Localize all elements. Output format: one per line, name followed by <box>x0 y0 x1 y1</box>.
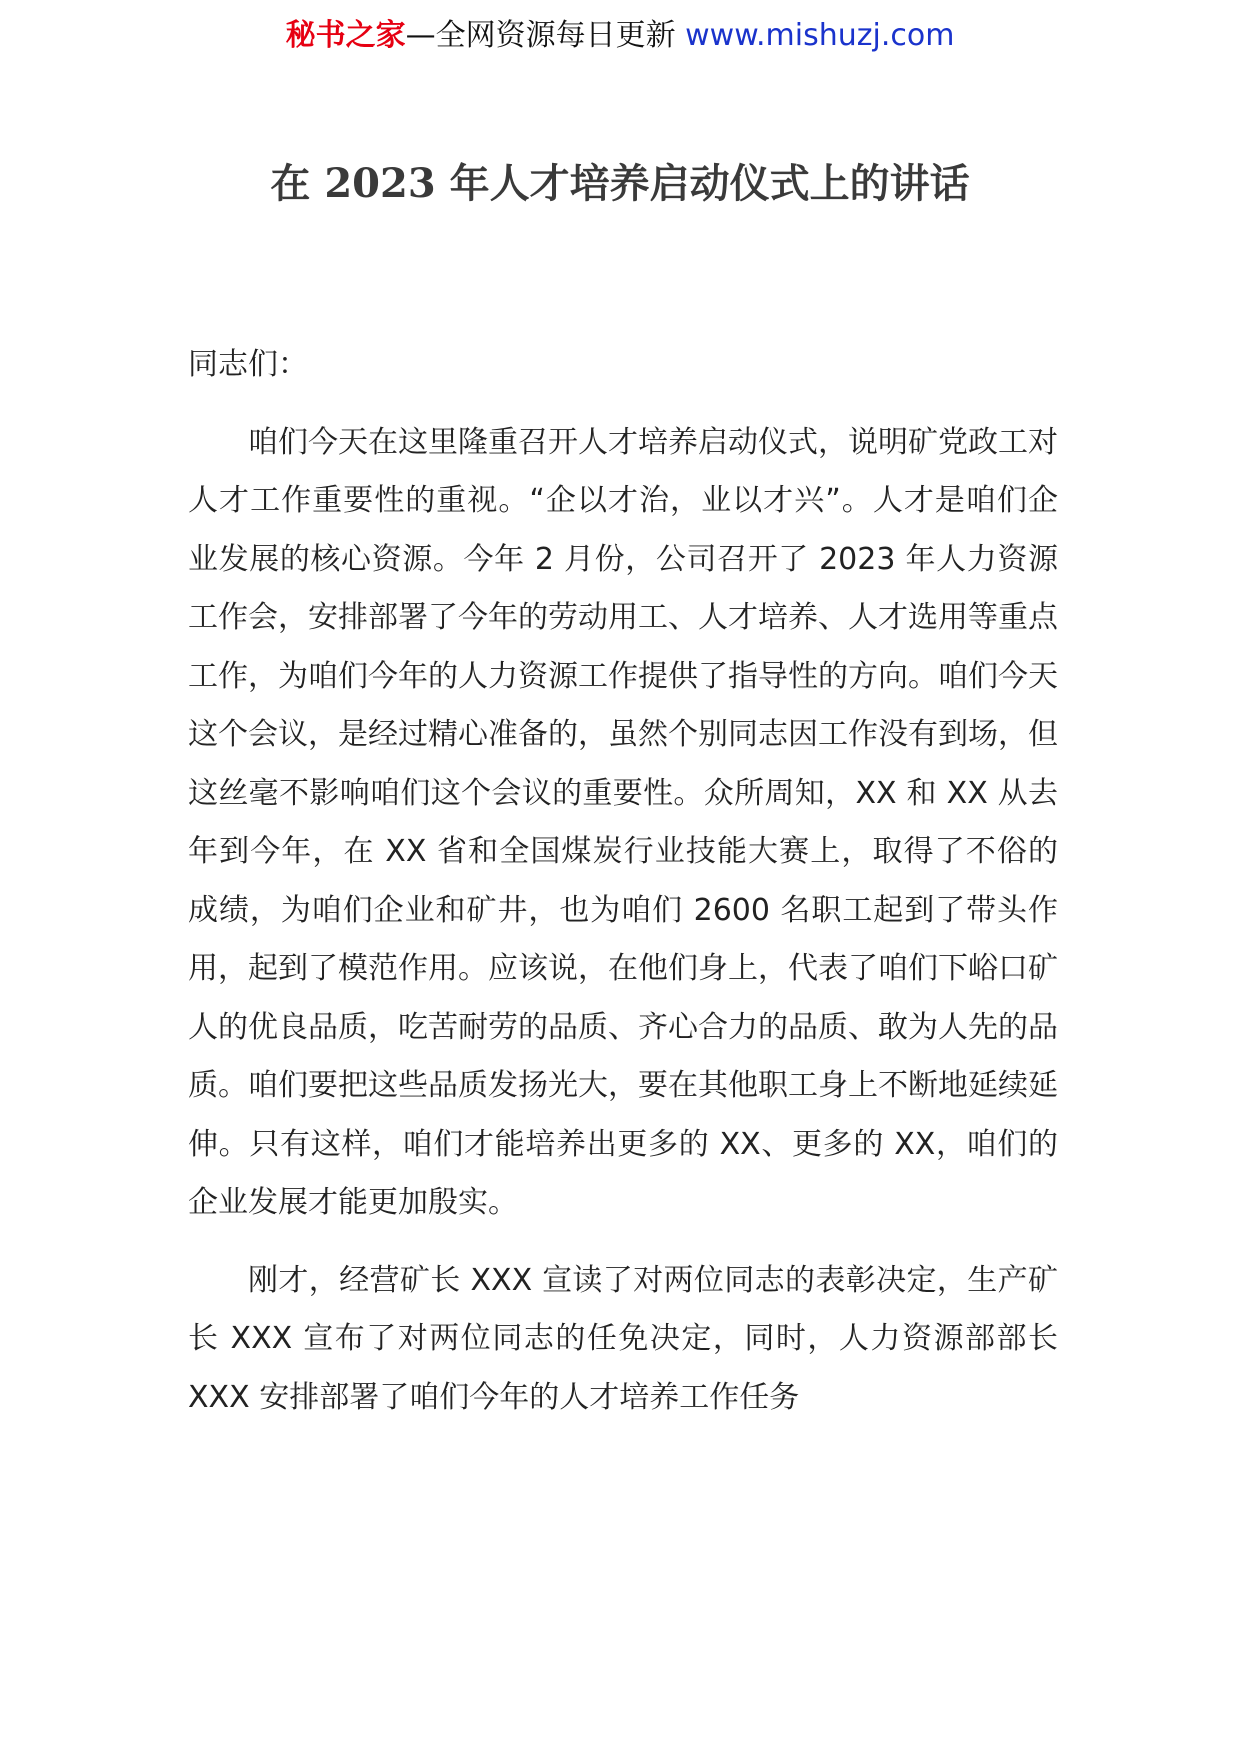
document-body <box>188 336 1058 1446</box>
salutation: 同志们： <box>188 347 308 382</box>
body-paragraph: 咱们今天在这里隆重召开人才培养启动仪式，说明矿党政工对人才工作重要性的重视。“企以才治，业以才兴”。人才是咱们企业发展的核心资源。今年 2 月份，公司召开了 2023 年人力资源工作会，安排部署了今年的劳动用工、人才培养、人才选用等重点工作，为咱们今年的人力资源工作提供了指导性的方向。咱们今天这个会议，是经过精心准备的，虽然个别同志因工作没有到场，但这丝毫不影响咱们这个会议的重要性。众所周知，XX 和 XX 从去年到今年，在 XX 省和全国煤炭行业技能大赛上，取得了不俗的成绩，为咱们企业和矿井，也为咱们 2600 名职工起到了带头作用，起到了模范作用。应该说，在他们身上，代表了咱们下峪口矿人的优良品质，吃苦耐劳的品质、齐心合力的品质、敢为人先的品质。咱们要把这些品质发扬光大，要在其他职工身上不断地延续延伸。只有这样，咱们才能培养出更多的 XX、更多的 XX，咱们的企业发展才能更加殷实。 <box>188 424 1058 1220</box>
document-title: 在 2023 年人才培养启动仪式上的讲话 <box>270 160 970 207</box>
brand-name: 秘书之家 <box>285 18 406 53</box>
header-slogan: —全网资源每日更新 <box>405 18 676 53</box>
body-paragraph: 刚才，经营矿长 XXX 宣读了对两位同志的表彰决定，生产矿长 XXX 宣布了对两位同志的任免决定，同时，人力资源部部长 XXX 安排部署了咱们今年的人才培养工作任务 <box>188 1262 1058 1415</box>
site-url-link[interactable]: www.mishuzj.com <box>685 18 955 53</box>
site-header <box>0 14 1240 58</box>
